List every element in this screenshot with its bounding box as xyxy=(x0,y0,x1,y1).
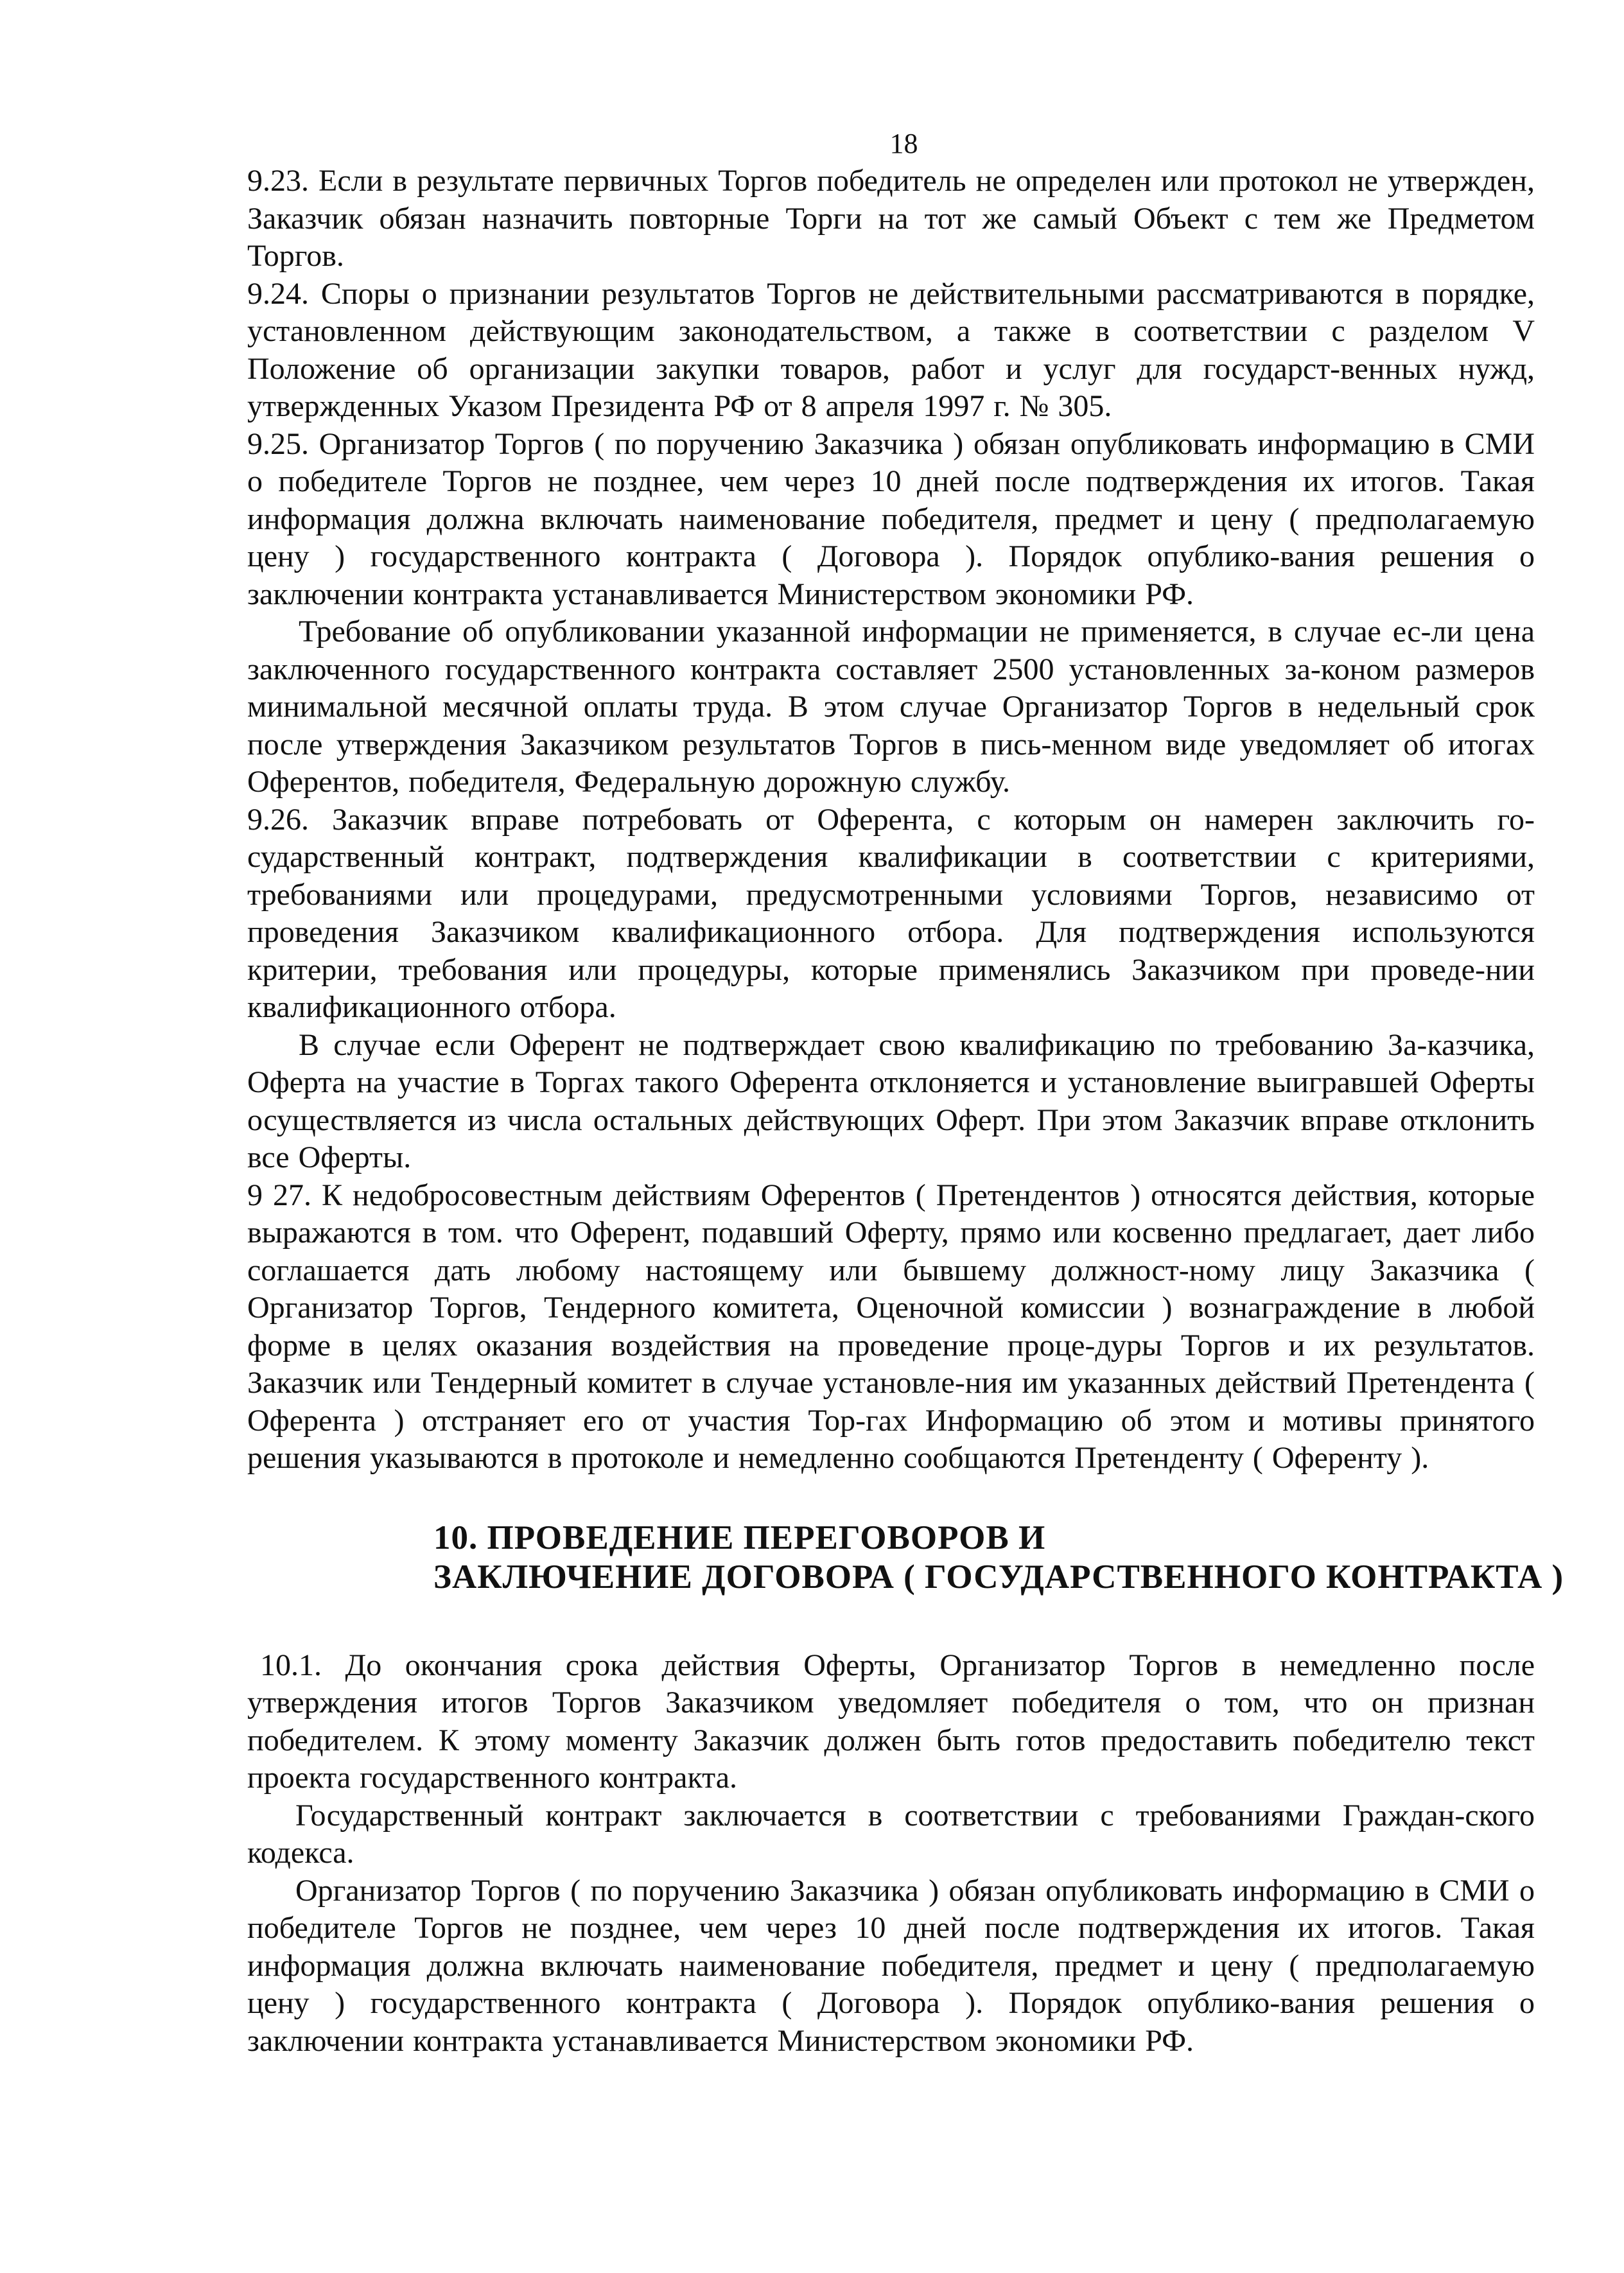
section-9-body xyxy=(247,162,1535,1477)
paragraph-9-25: 9.25. Организатор Торгов ( по поручению Заказчика ) обязан опубликовать информацию в СМИ о победителе Торгов не позднее, чем через 10 дней после подтверждения их итогов. Такая информация должна включать наименование победителя, предмет и цену ( предполагаемую цену ) государственного контракта ( Договора ). Порядок опублико-вания решения о заключении контракта устанавливается Министерством экономики РФ. xyxy=(247,426,1535,611)
section-10-body xyxy=(247,1647,1535,2060)
paragraph-9-27: 9 27. К недобросовестным действиям Оферентов ( Претендентов ) относятся действия, которые выражаются в том. что Оферент, подавший Оферту, прямо или косвенно предлагает, дает либо соглашается дать любому настоящему или бывшему должност-ному лицу Заказчика ( Организатор Торгов, Тендерного комитета, Оценочной комиссии ) вознаграждение в любой форме в целях оказания воздействия на проведение проце-дуры Торгов и их результатов. Заказчик или Тендерный комитет в случае установле-ния им указанных действий Претендента ( Оферента ) отстраняет его от участия Тор-гах Информацию об этом и мотивы принятого решения указываются в протоколе и немедленно сообщаются Претенденту ( Оференту ). xyxy=(247,1178,1535,1475)
document-page xyxy=(247,125,1564,2060)
paragraph-9-25-publication-exception: Требование об опубликовании указанной информации не применяется, в случае ес-ли цена заключенного государственного контракта составляет 2500 установленных за-коном размеров минимальной месячной оплаты труда. В этом случае Организатор Торгов в недельный срок после утверждения Заказчиком результатов Торгов в пись-менном виде уведомляет об итогах Оферентов, победителя, Федеральную дорожную службу. xyxy=(247,614,1535,799)
paragraph-9-24: 9.24. Споры о признании результатов Торгов не действительными рассматриваются в порядке, установленном действующим законодательством, а также в соответствии с разделом V Положение об организации закупки товаров, работ и услуг для государст-венных нужд, утвержденных Указом Президента РФ от 8 апреля 1997 г. № 305. xyxy=(247,276,1535,423)
section-10-heading-line-2: ЗАКЛЮЧЕНИЕ ДОГОВОРА ( ГОСУДАРСТВЕННОГО КОНТРАКТА ) xyxy=(433,1558,1564,1596)
paragraph-9-26: 9.26. Заказчик вправе потребовать от Оферента, с которым он намерен заключить го-сударственный контракт, подтверждения квалификации в соответствии с критериями, требованиями или процедурами, предусмотренными условиями Торгов, независимо от проведения Заказчиком квалификационного отбора. Для подтверждения используются критерии, требования или процедуры, которые применялись Заказчиком при проведе-нии квалификационного отбора. xyxy=(247,802,1535,1024)
paragraph-9-26-qualification-failure: В случае если Оферент не подтверждает свою квалификацию по требованию За-казчика, Оферта на участие в Торгах такого Оферента отклоняется и установление выигравшей Оферты осуществляется из числа остальных действующих Оферт. При этом Заказчик вправе отклонить все Оферты. xyxy=(247,1027,1535,1174)
paragraph-10-1-civil-code: Государственный контракт заключается в соответствии с требованиями Граждан-ского кодекса. xyxy=(247,1798,1535,1870)
section-10-heading-line-1: 10. ПРОВЕДЕНИЕ ПЕРЕГОВОРОВ И xyxy=(433,1519,1046,1556)
page-number: 18 xyxy=(889,128,918,159)
paragraph-9-23: 9.23. Если в результате первичных Торгов победитель не определен или протокол не утвержден, Заказчик обязан назначить повторные Торги на тот же самый Объект с тем же Предметом Торгов. xyxy=(247,164,1535,273)
paragraph-10-1: 10.1. До окончания срока действия Оферты, Организатор Торгов в немедленно после утверждения итогов Торгов Заказчиком уведомляет победителя о том, что он признан победителем. К этому моменту Заказчик должен быть готов предоставить победителю текст проекта государственного контракта. xyxy=(247,1648,1535,1795)
section-10-heading xyxy=(433,1519,1564,1597)
paragraph-10-1-publication: Организатор Торгов ( по поручению Заказчика ) обязан опубликовать информацию в СМИ о победителе Торгов не позднее, чем через 10 дней после подтверждения их итогов. Такая информация должна включать наименование победителя, предмет и цену ( предполагаемую цену ) государственного контракта ( Договора ). Порядок опублико-вания решения о заключении контракта устанавливается Министерством экономики РФ. xyxy=(247,1873,1535,2058)
